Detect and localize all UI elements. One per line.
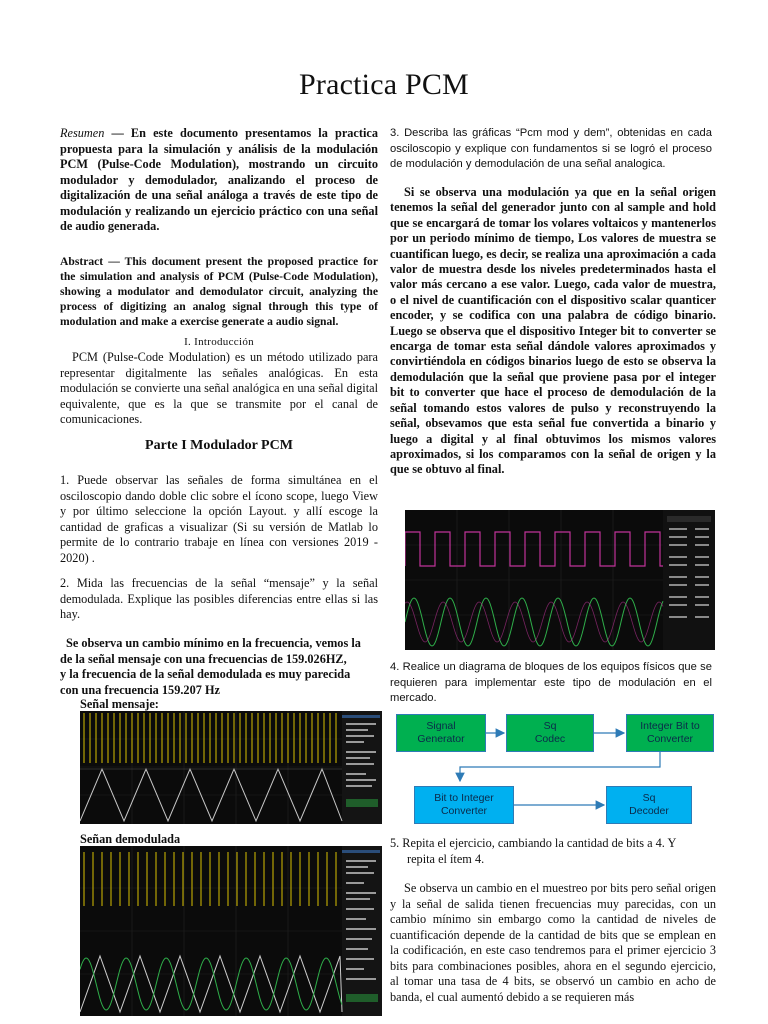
page-title: Practica PCM bbox=[299, 68, 469, 101]
intro-heading: I. Introducción bbox=[184, 336, 254, 348]
question-2: 2. Mida las frecuencias de la señal “mensaje” y la señal demodulada. Explique las posibles diferencias entre ellas si las hay. bbox=[60, 576, 378, 621]
answer-2-line-4: con una frecuencia 159.207 Hz bbox=[60, 682, 220, 697]
question-1: 1. Puede observar las señales de forma simultánea en el osciloscopio dando doble clic sobre el ícono scope, luego View y por último seleccione la opción Layout. y allí escoge la cantidad de graficas a visualizar (Si su versión de Matlab lo permite de lo contrario trabaje en línea con versiones 2019 - 2020) . bbox=[60, 473, 378, 565]
block-bit-to-integer-converter-line1: Bit to Integer bbox=[434, 792, 494, 804]
label-senal-mensaje: Señal mensaje: bbox=[80, 697, 159, 711]
question-5-line-1: 5. Repita el ejercicio, cambiando la cantidad de bits a 4. Y bbox=[390, 836, 677, 850]
block-signal-generator bbox=[396, 714, 486, 752]
label-senal-demodulada: Señan demodulada bbox=[80, 832, 181, 846]
scope-screenshot-pcm bbox=[405, 510, 715, 650]
block-sq-decoder-line1: Sq bbox=[642, 792, 656, 804]
block-bit-to-integer-converter-line2: Converter bbox=[440, 805, 488, 817]
resumen-paragraph bbox=[60, 126, 378, 235]
block-sq-codec-line2: Codec bbox=[534, 733, 566, 745]
answer-2-line-1: Se observa un cambio mínimo en la frecuencia, vemos la bbox=[66, 636, 361, 650]
scope-pcm-svg bbox=[405, 510, 715, 650]
answer-2-line-2: de la señal mensaje con una frecuencias de 159.026HZ, bbox=[60, 651, 347, 666]
resumen-label: Resumen bbox=[60, 126, 105, 140]
question-4: 4. Realice un diagrama de bloques de los equipos físicos que se requieren para implementar este tipo de modulación en el mercado. bbox=[390, 661, 712, 704]
question-5-line-2: repita el ítem 4. bbox=[407, 851, 485, 866]
answer-5: Se observa un cambio en el muestreo por bits pero señal origen y la señal de salida tienen frecuencias muy parecidas, con un cambio mínimo sin embargo como la cantidad de niveles de cuantificación depende de la cantidad de bits que se emplean en la codificación, en este caso tendremos para el primer ejercicio 3 bits para combinaciones posibles, ahora en el segundo ejercicio, al tomar una tasa de 4 bits, se observó un cambio en acho de banda, el cual aumentó debido a se requieren más bbox=[390, 881, 716, 1004]
block-integer-bit-to-converter-line2: Converter bbox=[646, 733, 694, 745]
block-integer-bit-to-converter bbox=[626, 714, 714, 752]
question-5 bbox=[390, 836, 716, 867]
block-integer-bit-to-converter-line1: Integer Bit to bbox=[640, 720, 700, 732]
question-3: 3. Describa las gráficas “Pcm mod y dem”, obtenidas en cada osciloscopio y explique con fundamentos si se logró el proceso de modulación y demodulación de una señal analogica. bbox=[390, 127, 712, 170]
block-sq-codec-line1: Sq bbox=[543, 720, 557, 732]
scope-demodulada-svg bbox=[80, 846, 382, 1016]
resumen-text: En este documento presentamos la practica propuesta para la simulación y análisis de la modulación PCM (Pulse-Code Modulation), mostrando un circuito modulador y demodulador, analizando el proceso de digitalización de una señal análoga a través de este tipo de modulación y realizando un ejercicio práctico con una señal de audio generada. bbox=[60, 126, 378, 233]
block-signal-generator-line1: Signal bbox=[426, 720, 456, 732]
part1-heading: Parte I Modulador PCM bbox=[145, 438, 293, 453]
block-bit-to-integer-converter bbox=[414, 786, 514, 824]
block-signal-generator-line2: Generator bbox=[417, 733, 465, 745]
scope-screenshot-demodulada bbox=[80, 846, 382, 1016]
answer-2 bbox=[60, 636, 378, 698]
scope-screenshot-mensaje bbox=[80, 711, 382, 824]
intro-paragraph: PCM (Pulse-Code Modulation) es un método utilizado para representar digitalmente las señales analógicas. En esta modulación se convierte una señal analógica en una señal digital equivalente, que es la que se transmite por el canal de comunicaciones. bbox=[60, 350, 378, 426]
answer-3: Si se observa una modulación ya que en la señal origen tenemos la señal del generador junto con al sample and hold que se encargará de tomar los volares voltaicos y mantenerlos por un periodo mínimo de tiempo, Los valores de muestra se cuantifican luego, es decir, se realiza una aproximación a cada valor de muestra desde los niveles predeterminados hasta el valor más cercano a ese valor. Luego, cada valor de muestra, o el nivel de cuantificación con el dispositivo scalar quanticer encoder, y se codifica con una palabra de código binario. Luego se observa que el dispositivo Integer bit to converter se encarga de tomar esta señal dándole valores aproximados y convirtiéndola en códigos binarios luego de esto se observa la demodulación que la señal que proviene pasa por el integer bit to converter que hace el proceso de demodulación de la señal tomando estos valores de pulso y reconstruyendo la señal, obsevamos que esta señal fue convertida a binario y luego a digital y al final obtuvimos los mismos valores aproximados, si los comparamos con la señal de origen y la que se obtuvo al final. bbox=[390, 185, 716, 477]
abstract-paragraph: Abstract — This document present the proposed practice for the simulation and analysis of PCM (Pulse-Code Modulation), showing a modulator and demodulator circuit, analyzing the process of digitizing an analog signal through this type of modulation and make a exercise generate a audio signal. bbox=[60, 255, 378, 328]
block-diagram bbox=[390, 705, 720, 825]
resumen-dash: — bbox=[104, 126, 131, 140]
scope-mensaje-svg bbox=[80, 711, 382, 824]
block-sq-codec bbox=[506, 714, 594, 752]
block-sq-decoder bbox=[606, 786, 692, 824]
block-sq-decoder-line2: Decoder bbox=[629, 805, 669, 817]
answer-2-line-3: y la frecuencia de la señal demodulada es muy parecida bbox=[60, 667, 351, 681]
